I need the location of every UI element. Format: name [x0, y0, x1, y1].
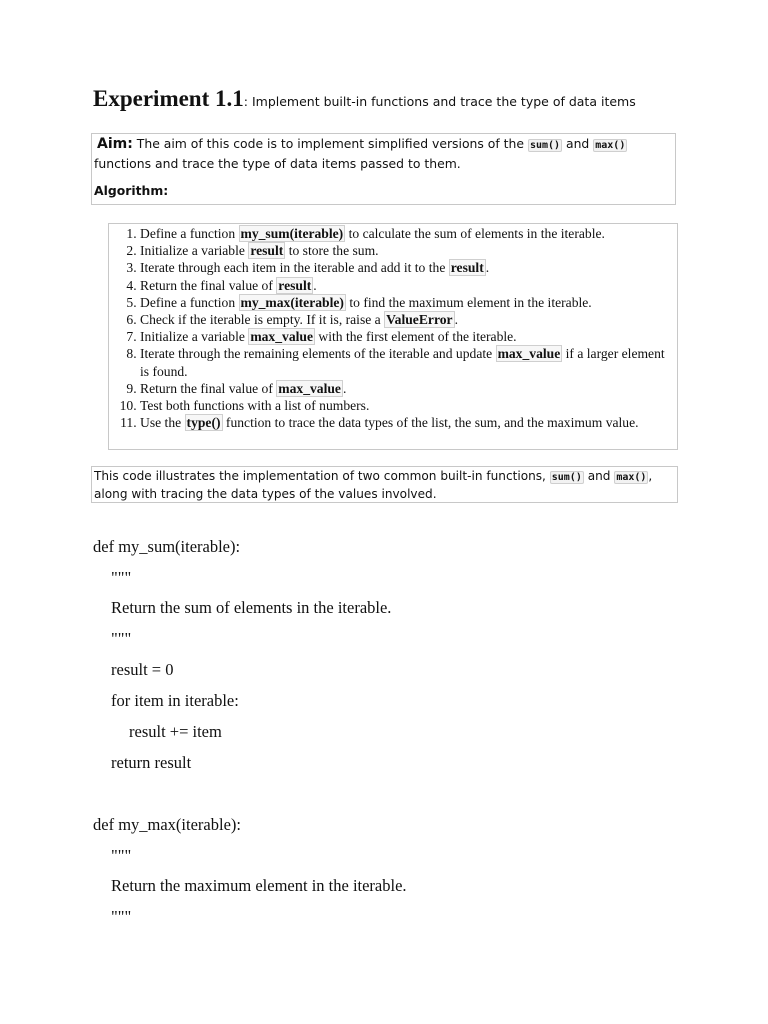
- code-line: result += item: [129, 722, 222, 741]
- algorithm-step: [140, 311, 673, 328]
- code-line: for item in iterable:: [111, 691, 239, 710]
- experiment-number: Experiment 1.1: [93, 86, 244, 111]
- step-text-after: to calculate the sum of elements in the iterable.: [345, 226, 605, 241]
- algorithm-step: [140, 225, 673, 242]
- step-text: Define a function: [140, 226, 239, 241]
- step-text: Initialize a variable: [140, 243, 249, 259]
- step-keyword: my_max(iterable): [240, 294, 344, 310]
- step-keyword: max_value: [278, 380, 341, 396]
- step-keyword: result: [250, 243, 284, 259]
- algorithm-step: [140, 345, 673, 379]
- algorithm-step: [140, 328, 673, 345]
- code-line: Return the sum of elements in the iterable.: [111, 598, 392, 617]
- step-keyword: type(): [186, 415, 221, 431]
- algorithm-steps-list: [109, 225, 673, 431]
- aim-text-after: functions and trace the type of data items passed to them.: [94, 156, 461, 171]
- step-text: Check if the iterable is empty. If it is, raise a: [140, 312, 385, 328]
- step-text-after: .: [454, 312, 458, 328]
- code-line: """: [111, 568, 132, 587]
- step-text-after: to store the sum.: [285, 243, 379, 259]
- experiment-subtitle: : Implement built-in functions and trace the type of data items: [243, 94, 636, 109]
- algorithm-step: [140, 397, 673, 414]
- code-line: def my_max(iterable):: [93, 815, 241, 834]
- step-text: Test both functions with a list of numbers.: [140, 398, 370, 414]
- note-code-sum: sum(): [551, 472, 582, 483]
- code-line: result = 0: [111, 660, 174, 679]
- aim-label: Aim:: [97, 136, 133, 152]
- step-text: Return the final value of: [140, 380, 277, 396]
- step-text-after: with the first element of the iterable.: [315, 329, 517, 345]
- note-text-after: , along with tracing the data types of the values involved.: [94, 469, 653, 501]
- code-line: return result: [111, 753, 192, 772]
- step-text-after: .: [342, 380, 347, 396]
- step-keyword: result: [278, 277, 312, 293]
- algorithm-step: [140, 380, 673, 397]
- step-keyword: max_value: [250, 329, 313, 345]
- algorithm-step: [140, 242, 673, 259]
- aim-text-before: The aim of this code is to implement simplified versions of the: [132, 136, 528, 151]
- algorithm-step: [140, 277, 673, 294]
- step-keyword: ValueError: [386, 312, 453, 328]
- note-box: [91, 466, 678, 503]
- note-text-before: This code illustrates the implementation of two common built-in functions,: [94, 469, 550, 483]
- experiment-title: [93, 86, 733, 112]
- step-text-after: function to trace the data types of the list, the sum, and the maximum value.: [222, 415, 639, 431]
- step-text: Iterate through the remaining elements of the iterable and update: [140, 346, 496, 362]
- algorithm-step: [140, 259, 673, 276]
- code-line: """: [111, 629, 132, 648]
- code-line: """: [111, 846, 132, 865]
- code-line: def my_sum(iterable):: [93, 537, 241, 556]
- note-code-max: max(): [616, 472, 647, 483]
- step-text-after: .: [313, 277, 317, 293]
- step-text-after: to find the maximum element in the iterable.: [345, 294, 592, 310]
- aim-code-max: max(): [595, 140, 626, 151]
- algorithm-label: Algorithm:: [94, 183, 169, 198]
- step-text: Iterate through each item in the iterable and add it to the: [140, 260, 449, 276]
- code-line: Return the maximum element in the iterable.: [111, 876, 407, 895]
- algorithm-steps-box: [108, 223, 678, 450]
- code-line: """: [111, 907, 132, 926]
- algorithm-step: [140, 294, 673, 311]
- aim-box: [91, 133, 676, 205]
- step-text: Initialize a variable: [140, 329, 249, 345]
- step-text: Use the: [140, 415, 185, 431]
- aim-and: and: [562, 136, 594, 151]
- step-text-after: .: [485, 260, 490, 276]
- step-text-after: if a larger element is found.: [140, 346, 665, 379]
- aim-code-sum: sum(): [529, 140, 561, 151]
- algorithm-step: [140, 414, 673, 431]
- step-keyword: result: [450, 260, 484, 276]
- step-keyword: max_value: [497, 346, 561, 362]
- step-text: Define a function: [140, 294, 239, 310]
- step-keyword: my_sum(iterable): [240, 226, 344, 241]
- step-text: Return the final value of: [140, 277, 277, 293]
- note-and: and: [583, 469, 615, 483]
